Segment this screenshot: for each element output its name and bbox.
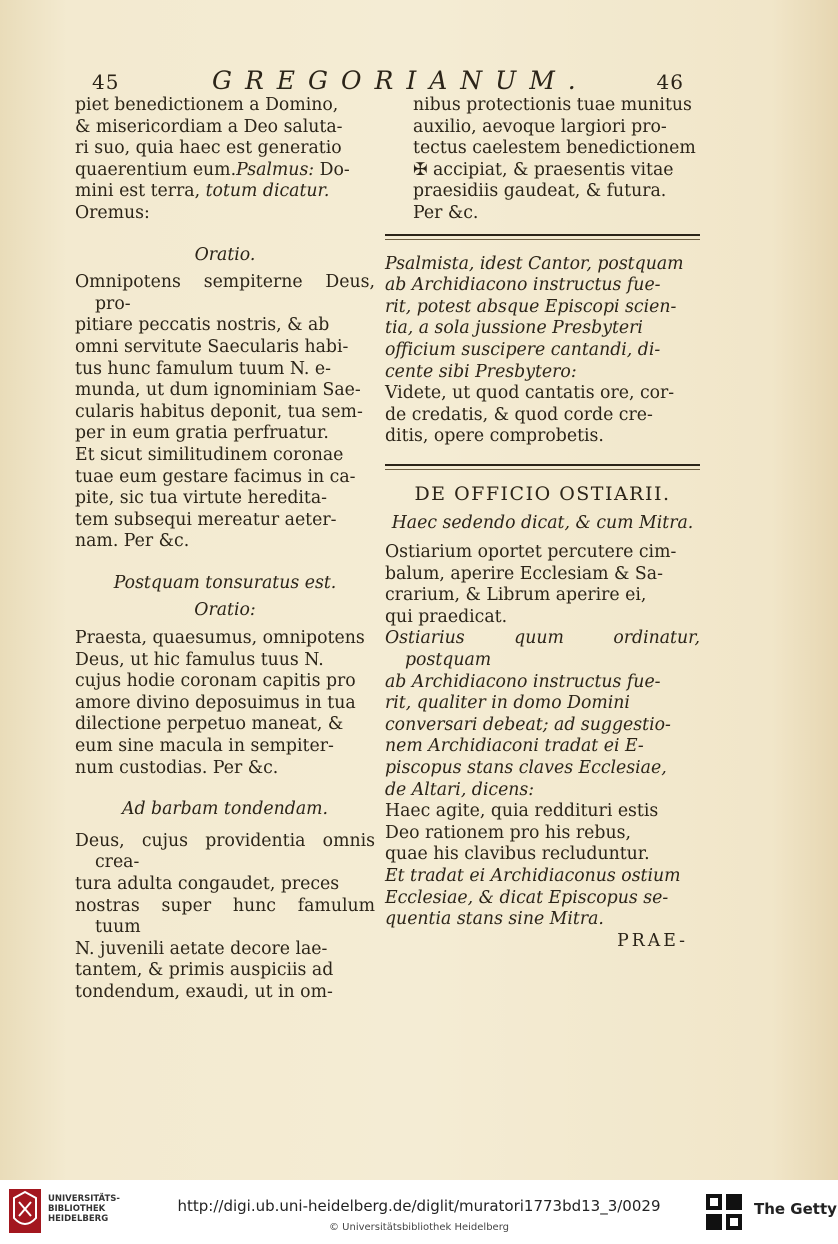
- text-line: quae his clavibus recluduntur.: [385, 844, 650, 865]
- text-line: Praesta, quaesumus, omnipotens: [75, 628, 365, 649]
- text-line: tura adulta congaudet, preces: [75, 874, 340, 894]
- text-line: auxilio, aevoque largiori pro-: [413, 116, 667, 137]
- text-line: pitiare peccatis nostris, & ab: [75, 315, 330, 336]
- copyright-notice: © Universitätsbibliothek Heidelberg: [328, 1222, 509, 1233]
- text-line: Omnipotens sempiterne Deus, pro-: [75, 272, 375, 314]
- text-line: Ecclesiae, & dicat Episcopus se-: [385, 887, 669, 908]
- section-heading: DE OFFICIO OSTIARII.: [414, 482, 671, 505]
- text-line: Et tradat ei Archidiaconus ostium: [385, 866, 681, 886]
- text-line: eum sine macula in sempiter-: [75, 736, 334, 757]
- text-line: balum, aperire Ecclesiam & Sa-: [385, 563, 663, 584]
- text-line: tuae eum gestare facimus in ca-: [75, 466, 356, 487]
- right-paragraph-3: [385, 542, 700, 628]
- text-line: nem Archidiaconi tradat ei E-: [385, 736, 644, 757]
- permalink-url[interactable]: http://digi.ub.uni-heidelberg.de/diglit/muratori1773bd13_3/0029: [177, 1197, 661, 1215]
- text-line: cujus hodie coronam capitis pro: [75, 671, 356, 692]
- text-line: piscopus stans claves Ecclesiae,: [385, 758, 667, 779]
- section-rule-1: [385, 234, 700, 240]
- left-column: [75, 95, 375, 1004]
- text-line: ✠ accipiat, & praesentis vitae: [413, 159, 674, 180]
- catchword: PRAE-: [617, 930, 688, 951]
- text-line: rit, potest absque Episcopi scien-: [385, 296, 677, 317]
- text-line: N. juvenili aetate decore lae-: [75, 938, 328, 959]
- text-line: omni servitute Saecularis habi-: [75, 336, 349, 357]
- left-paragraph-1: [75, 95, 375, 225]
- viewer-footer: [0, 1180, 838, 1244]
- text-line: tus hunc famulum tuum N. e-: [75, 358, 331, 379]
- text-line: Ostiarius quum ordinatur, postquam: [385, 628, 700, 671]
- right-paragraph-4: [385, 801, 700, 866]
- text-line: Et sicut similitudinem coronae: [75, 444, 344, 465]
- text-line: Videte, ut quod cantatis ore, cor-: [385, 383, 675, 404]
- text-line: qui praedicat.: [385, 606, 508, 627]
- text-line: tectus caelestem benedictionem: [413, 138, 696, 159]
- text-line: pite, sic tua virtute heredita-: [75, 488, 327, 509]
- text-line: dilectione perpetuo maneat, &: [75, 714, 344, 735]
- text-line: cularis habitus deponit, tua sem-: [75, 401, 363, 422]
- text-line: nam. Per &c.: [75, 531, 190, 552]
- text-line: Deus, cujus providentia omnis crea-: [75, 830, 375, 873]
- text-line: quentia stans sine Mitra.: [385, 909, 604, 930]
- left-paragraph-2: [75, 272, 375, 553]
- text-fragment: Do-: [314, 159, 350, 180]
- section-rule-2: [385, 464, 700, 470]
- text-line: tia, a sola jussione Presbyteri: [385, 318, 643, 339]
- psalmus-label: Psalmus:: [236, 159, 315, 180]
- university-line: BIBLIOTHEK: [48, 1204, 106, 1214]
- text-line: conversari debeat; ad suggestio-: [385, 714, 671, 735]
- text-line: num custodias. Per &c.: [75, 757, 279, 778]
- getty-label: The Getty: [754, 1200, 837, 1218]
- text-line: tondendum, exaudi, ut in om-: [75, 981, 333, 1002]
- text-line: Oremus:: [75, 202, 150, 223]
- rubric-fragment: totum dicatur.: [205, 181, 330, 202]
- text-line: Per &c.: [413, 202, 479, 223]
- text-line: amore divino deposuimus in tua: [75, 692, 356, 713]
- tradat-rubric: [385, 866, 700, 931]
- text-line: Psalmista, idest Cantor, postquam: [385, 253, 684, 274]
- text-line: piet benedictionem a Domino,: [75, 95, 339, 115]
- text-line: nibus protectionis tuae munitus: [413, 95, 692, 115]
- text-line: ab Archidiacono instructus fue-: [385, 671, 661, 692]
- text-line: nostras super hunc famulum tuum: [75, 895, 375, 938]
- running-title: GREGORIANUM.: [212, 66, 589, 95]
- text-line: ab Archidiacono instructus fue-: [385, 275, 661, 296]
- text-line: Deus, ut hic famulus tuus N.: [75, 649, 324, 670]
- text-line: de Altari, dicens:: [385, 779, 535, 800]
- oratio-heading-2: Oratio:: [194, 600, 256, 621]
- text-line: tem subsequi mereatur aeter-: [75, 509, 337, 530]
- page-number-left: 45: [92, 70, 120, 94]
- left-paragraph-3: [75, 628, 375, 779]
- text-line: officium suscipere cantandi, di-: [385, 339, 661, 360]
- psalmista-rubric: [385, 254, 700, 384]
- university-line: UNIVERSITÄTS-: [48, 1194, 120, 1204]
- text-line: & misericordiam a Deo saluta-: [75, 116, 343, 137]
- text-line: Deo rationem pro his rebus,: [385, 822, 631, 843]
- getty-logo-icon: [706, 1194, 742, 1230]
- text-line: [75, 160, 375, 182]
- ostiarius-rubric: [385, 628, 700, 801]
- text-fragment: quaerentium eum.: [75, 159, 237, 180]
- right-paragraph-2: [385, 383, 700, 448]
- text-line: Ostiarium oportet percutere cim-: [385, 542, 677, 563]
- text-line: de credatis, & quod corde cre-: [385, 404, 653, 425]
- right-column: [385, 95, 700, 952]
- left-paragraph-4: [75, 831, 375, 1004]
- text-line: Haec agite, quia reddituri estis: [385, 801, 659, 822]
- haec-sedendo-rubric: Haec sedendo dicat, & cum Mitra.: [391, 512, 694, 533]
- text-line: cente sibi Presbytero:: [385, 361, 577, 382]
- university-line: HEIDELBERG: [48, 1214, 109, 1224]
- text-line: crarium, & Librum aperire ei,: [385, 585, 647, 606]
- text-line: ri suo, quia haec est generatio: [75, 138, 342, 159]
- ad-barbam-rubric: Ad barbam tondendam.: [121, 799, 329, 820]
- text-line: [75, 181, 375, 203]
- text-line: rit, qualiter in domo Domini: [385, 693, 630, 714]
- text-line: praesidiis gaudeat, & futura.: [413, 181, 667, 202]
- page-number-right: 46: [656, 70, 684, 94]
- text-line: per in eum gratia perfruatur.: [75, 423, 329, 444]
- postquam-rubric: Postquam tonsuratus est.: [113, 572, 337, 593]
- text-line: tantem, & primis auspiciis ad: [75, 960, 334, 981]
- oratio-heading-1: Oratio.: [194, 244, 256, 265]
- text-line: munda, ut dum ignominiam Sae-: [75, 380, 361, 401]
- text-fragment: mini est terra,: [75, 181, 201, 202]
- right-paragraph-1: [385, 95, 700, 225]
- text-line: ditis, opere comprobetis.: [385, 426, 604, 447]
